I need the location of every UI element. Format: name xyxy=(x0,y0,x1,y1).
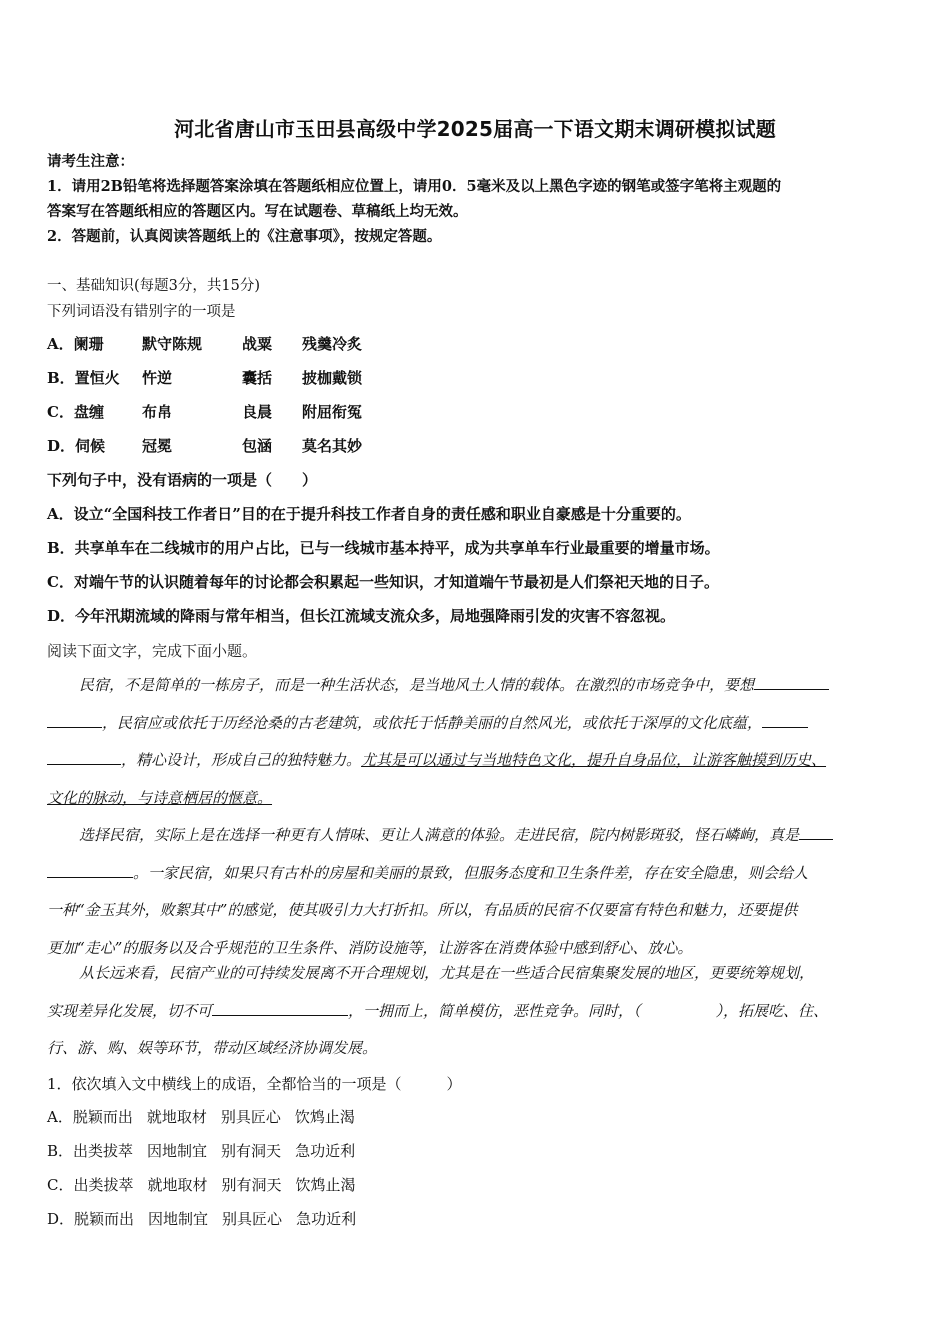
reading-intro: 阅读下面文字，完成下面小题。 xyxy=(47,642,258,660)
passage-text: 。一家民宿，如果只有古朴的房屋和美丽的景致，但服务态度和卫生条件差，存在安全隐患，则会给人 xyxy=(133,863,809,882)
option-word: 战粟 xyxy=(242,335,273,353)
option-word: 忤逆 xyxy=(142,369,173,387)
q2-option-d: D．今年汛期流域的降雨与常年相当，但长江流域支流众多，局地强降雨引发的灾害不容忽视。 xyxy=(47,607,676,625)
notice-heading: 请考生注意： xyxy=(47,153,134,170)
option-word: 冠冕 xyxy=(142,437,173,455)
fill-blank xyxy=(47,713,102,728)
option-word: A．脱颖而出 xyxy=(47,1108,133,1126)
passage-paragraph-2 xyxy=(47,817,905,967)
option-word: B．出类拔萃 xyxy=(47,1142,134,1160)
option-word: 莫名其妙 xyxy=(302,437,363,455)
passage-text: ，精心设计，形成自己的独特魅力。 xyxy=(121,751,362,769)
passage-text: 从长远来看，民宿产业的可持续发展离不开合理规划，尤其是在一些适合民宿集聚发展的地区，更要统筹规划， xyxy=(79,964,815,982)
notice-item-1a: 1．请用2B铅笔将选择题答案涂填在答题纸相应位置上，请用0．5毫米及以上黑色字迹的钢笔或签字笔将主观题的 xyxy=(47,178,782,195)
q3-option-b xyxy=(47,1141,369,1161)
option-label: B．置恒火 xyxy=(47,369,120,387)
q2-option-b: B．共享单车在二线城市的用户占比，已与一线城市基本持平，成为共享单车行业最重要的增量市场。 xyxy=(47,539,720,557)
passage-paragraph-3 xyxy=(47,955,905,1068)
passage-text: 行、游、购、娱等环节，带动区域经济协调发展。 xyxy=(47,1039,378,1057)
underlined-sentence: 尤其是可以通过与当地特色文化，提升自身品位，让游客触摸到历史、 xyxy=(361,751,827,769)
q2-option-c: C．对端午节的认识随着每年的讨论都会积累起一些知识，才知道端午节最初是人们祭祀天地的日子。 xyxy=(47,573,719,591)
option-word: 急功近利 xyxy=(295,1142,356,1160)
q3-option-a xyxy=(47,1107,369,1127)
option-word: 包涵 xyxy=(242,437,273,455)
option-word: C．出类拔萃 xyxy=(47,1176,134,1194)
option-word: 饮鸩止渴 xyxy=(294,1108,355,1126)
option-word: D．脱颖而出 xyxy=(47,1210,135,1228)
option-word: 别具匠心 xyxy=(220,1108,281,1126)
q1-option-c xyxy=(47,402,362,422)
option-word: 就地取材 xyxy=(146,1108,207,1126)
q2-option-a: A．设立“全国科技工作者日”目的在于提升科技工作者自身的责任感和职业自豪感是十分重要的。 xyxy=(47,505,691,523)
option-word: 别有洞天 xyxy=(221,1142,282,1160)
passage-text: 更加“走心”的服务以及合乎规范的卫生条件、消防设施等，让游客在消费体验中感到舒心、放心。 xyxy=(47,938,693,957)
passage-text: ，一拥而上，简单模仿，恶性竞争。同时，（ ），拓展吃、住、 xyxy=(348,1001,829,1020)
q1-option-a xyxy=(47,334,362,354)
fill-blank xyxy=(47,750,121,765)
question-3-stem: 1．依次填入文中横线上的成语，全都恰当的一项是（ ） xyxy=(47,1075,462,1093)
notice-item-2: 2．答题前，认真阅读答题纸上的《注意事项》，按规定答题。 xyxy=(47,228,442,245)
fill-blank xyxy=(754,675,829,690)
underlined-sentence: 文化的脉动，与诗意栖居的惬意。 xyxy=(47,788,273,807)
notice-item-1b: 答案写在答题纸相应的答题区内。写在试题卷、草稿纸上均无效。 xyxy=(47,203,468,220)
option-word: 残羹冷炙 xyxy=(302,335,363,353)
fill-blank xyxy=(762,713,808,728)
option-word: 别具匠心 xyxy=(222,1210,283,1228)
option-word: 良晨 xyxy=(242,403,273,421)
fill-blank xyxy=(47,863,133,878)
question-2-stem: 下列句子中，没有语病的一项是（ ） xyxy=(47,471,318,489)
q3-option-c xyxy=(47,1175,370,1195)
option-word: 就地取材 xyxy=(147,1176,208,1194)
passage-text: 选择民宿，实际上是在选择一种更有人情味、更让人满意的体验。走进民宿，院内树影斑驳，怪石嶙峋，真是 xyxy=(79,826,800,844)
q1-option-d xyxy=(47,436,362,456)
option-word: 因地制宜 xyxy=(148,1210,209,1228)
fill-blank xyxy=(799,825,833,840)
option-word: 别有洞天 xyxy=(221,1176,282,1194)
option-word: 附屈衔冤 xyxy=(302,403,363,421)
option-label: D．伺候 xyxy=(47,437,106,455)
option-word: 默守陈规 xyxy=(142,335,203,353)
option-label: C．盘缠 xyxy=(47,403,104,421)
passage-text: 一种“金玉其外，败絮其中”的感觉，使其吸引力大打折扣。所以，有品质的民宿不仅要富有特色和魅力，还要提供 xyxy=(47,901,798,919)
passage-text: ，民宿应或依托于历经沧桑的古老建筑，或依托于恬静美丽的自然风光，或依托于深厚的文化底蕴， xyxy=(102,713,763,732)
question-1-stem: 下列词语没有错别字的一项是 xyxy=(47,304,236,320)
option-word: 布帛 xyxy=(142,403,173,421)
passage-text: 实现差异化发展，切不可 xyxy=(47,1001,213,1020)
section-heading: 一、基础知识(每题3分，共15分) xyxy=(47,278,260,294)
page-title: 河北省唐山市玉田县高级中学2025届高一下语文期末调研模拟试题 xyxy=(174,117,776,141)
option-word: 因地制宜 xyxy=(147,1142,208,1160)
passage-paragraph-1 xyxy=(47,667,905,817)
option-word: 饮鸩止渴 xyxy=(295,1176,356,1194)
option-label: A．阑珊 xyxy=(47,335,104,353)
q1-option-b xyxy=(47,368,362,388)
option-word: 急功近利 xyxy=(296,1210,357,1228)
option-word: 披枷戴锁 xyxy=(302,369,363,387)
q3-option-d xyxy=(47,1209,370,1229)
fill-blank xyxy=(212,1001,348,1016)
option-word: 囊括 xyxy=(242,369,273,387)
passage-text: 民宿，不是简单的一栋房子，而是一种生活状态，是当地风土人情的载体。在激烈的市场竞争中，要想 xyxy=(79,676,755,694)
